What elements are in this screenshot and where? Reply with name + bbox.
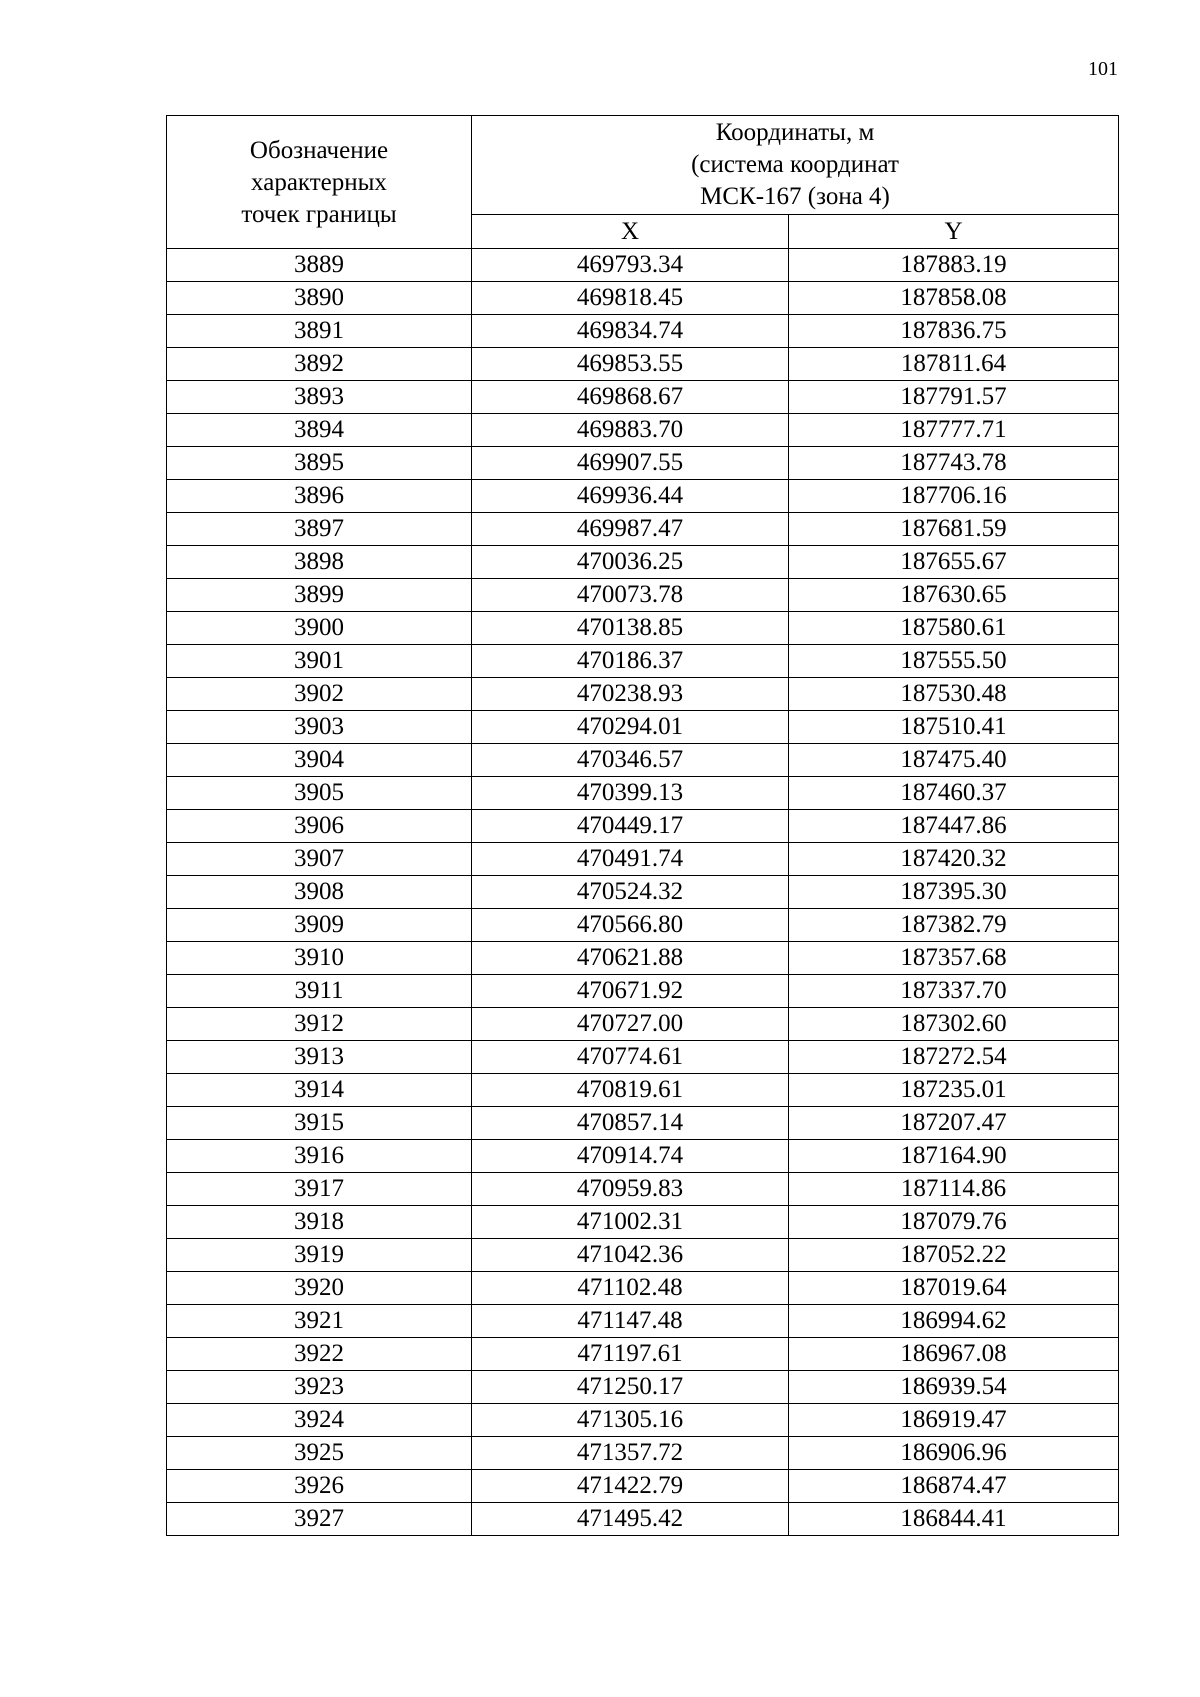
header-point-line-2: характерных [251,169,387,196]
y-coordinate-cell: 187357.68 [789,942,1119,975]
table-row [167,1107,1119,1140]
table-row [167,612,1119,645]
table-row [167,1272,1119,1305]
y-coordinate-cell: 187019.64 [789,1272,1119,1305]
header-coords-line-2: (система координат [691,151,899,179]
x-coordinate-cell: 470819.61 [472,1074,789,1107]
y-coordinate-cell: 187460.37 [789,777,1119,810]
table-row [167,1470,1119,1503]
header-point-designation [167,116,472,249]
y-coordinate-cell: 186906.96 [789,1437,1119,1470]
point-cell: 3905 [167,777,472,810]
table-header-row [167,116,1119,215]
table-row [167,975,1119,1008]
y-coordinate-cell: 187791.57 [789,381,1119,414]
table-row [167,942,1119,975]
x-coordinate-cell: 470073.78 [472,579,789,612]
x-coordinate-cell: 471197.61 [472,1338,789,1371]
x-coordinate-cell: 470399.13 [472,777,789,810]
x-coordinate-cell: 470671.92 [472,975,789,1008]
header-coords-line-3: МСК-167 (зона 4) [700,183,890,211]
y-coordinate-cell: 186939.54 [789,1371,1119,1404]
header-coords-line-1: Координаты, м [715,119,875,147]
y-coordinate-cell: 186919.47 [789,1404,1119,1437]
page-number: 101 [1088,58,1118,80]
point-cell: 3893 [167,381,472,414]
point-cell: 3906 [167,810,472,843]
point-cell: 3892 [167,348,472,381]
table-row [167,744,1119,777]
point-cell: 3898 [167,546,472,579]
y-coordinate-cell: 186967.08 [789,1338,1119,1371]
y-coordinate-cell: 187555.50 [789,645,1119,678]
x-coordinate-cell: 469834.74 [472,315,789,348]
point-cell: 3900 [167,612,472,645]
y-coordinate-cell: 187395.30 [789,876,1119,909]
x-coordinate-cell: 470294.01 [472,711,789,744]
y-coordinate-cell: 187836.75 [789,315,1119,348]
y-coordinate-cell: 187883.19 [789,249,1119,282]
y-coordinate-cell: 187337.70 [789,975,1119,1008]
point-cell: 3889 [167,249,472,282]
point-cell: 3918 [167,1206,472,1239]
table-row [167,1140,1119,1173]
y-coordinate-cell: 187052.22 [789,1239,1119,1272]
table-row [167,513,1119,546]
y-coordinate-cell: 186874.47 [789,1470,1119,1503]
point-cell: 3895 [167,447,472,480]
point-cell: 3902 [167,678,472,711]
x-coordinate-cell: 469883.70 [472,414,789,447]
x-coordinate-cell: 469936.44 [472,480,789,513]
y-coordinate-cell: 187114.86 [789,1173,1119,1206]
header-y: Y [789,215,1119,249]
table-row [167,546,1119,579]
point-cell: 3923 [167,1371,472,1404]
point-cell: 3911 [167,975,472,1008]
x-coordinate-cell: 469818.45 [472,282,789,315]
x-coordinate-cell: 471002.31 [472,1206,789,1239]
y-coordinate-cell: 187475.40 [789,744,1119,777]
table-row [167,1239,1119,1272]
table-row [167,1338,1119,1371]
x-coordinate-cell: 471042.36 [472,1239,789,1272]
x-coordinate-cell: 469907.55 [472,447,789,480]
point-cell: 3926 [167,1470,472,1503]
y-coordinate-cell: 186844.41 [789,1503,1119,1536]
x-coordinate-cell: 470491.74 [472,843,789,876]
y-coordinate-cell: 187382.79 [789,909,1119,942]
y-coordinate-cell: 187447.86 [789,810,1119,843]
table-row [167,777,1119,810]
x-coordinate-cell: 471147.48 [472,1305,789,1338]
point-cell: 3913 [167,1041,472,1074]
point-cell: 3927 [167,1503,472,1536]
x-coordinate-cell: 469868.67 [472,381,789,414]
y-coordinate-cell: 186994.62 [789,1305,1119,1338]
x-coordinate-cell: 471357.72 [472,1437,789,1470]
x-coordinate-cell: 471422.79 [472,1470,789,1503]
point-cell: 3908 [167,876,472,909]
x-coordinate-cell: 469853.55 [472,348,789,381]
y-coordinate-cell: 187530.48 [789,678,1119,711]
header-coordinates-group [472,116,1119,215]
x-coordinate-cell: 470566.80 [472,909,789,942]
y-coordinate-cell: 187681.59 [789,513,1119,546]
y-coordinate-cell: 187655.67 [789,546,1119,579]
point-cell: 3912 [167,1008,472,1041]
y-coordinate-cell: 187164.90 [789,1140,1119,1173]
table-row [167,480,1119,513]
table-row [167,645,1119,678]
table-row [167,1503,1119,1536]
point-cell: 3914 [167,1074,472,1107]
table-row [167,1404,1119,1437]
table-row [167,249,1119,282]
x-coordinate-cell: 470346.57 [472,744,789,777]
y-coordinate-cell: 187858.08 [789,282,1119,315]
table-row [167,1173,1119,1206]
point-cell: 3915 [167,1107,472,1140]
y-coordinate-cell: 187706.16 [789,480,1119,513]
table-row [167,1041,1119,1074]
point-cell: 3903 [167,711,472,744]
table-row [167,315,1119,348]
point-cell: 3894 [167,414,472,447]
y-coordinate-cell: 187580.61 [789,612,1119,645]
table-row [167,843,1119,876]
table-row [167,876,1119,909]
table-row [167,579,1119,612]
y-coordinate-cell: 187272.54 [789,1041,1119,1074]
table-body [167,249,1119,1536]
x-coordinate-cell: 470186.37 [472,645,789,678]
point-cell: 3921 [167,1305,472,1338]
point-cell: 3901 [167,645,472,678]
point-cell: 3920 [167,1272,472,1305]
header-point-line-3: точек границы [241,201,397,228]
x-coordinate-cell: 471250.17 [472,1371,789,1404]
table-row [167,1206,1119,1239]
x-coordinate-cell: 470727.00 [472,1008,789,1041]
y-coordinate-cell: 187510.41 [789,711,1119,744]
x-coordinate-cell: 470238.93 [472,678,789,711]
point-cell: 3919 [167,1239,472,1272]
coordinates-table [166,115,1119,1536]
x-coordinate-cell: 469987.47 [472,513,789,546]
point-cell: 3925 [167,1437,472,1470]
y-coordinate-cell: 187420.32 [789,843,1119,876]
point-cell: 3917 [167,1173,472,1206]
table-row [167,414,1119,447]
table-row [167,447,1119,480]
table-row [167,381,1119,414]
header-x: X [472,215,789,249]
table-row [167,1371,1119,1404]
point-cell: 3916 [167,1140,472,1173]
x-coordinate-cell: 470138.85 [472,612,789,645]
y-coordinate-cell: 187302.60 [789,1008,1119,1041]
table-row [167,1305,1119,1338]
point-cell: 3897 [167,513,472,546]
y-coordinate-cell: 187235.01 [789,1074,1119,1107]
table-row [167,1074,1119,1107]
point-cell: 3899 [167,579,472,612]
x-coordinate-cell: 470857.14 [472,1107,789,1140]
table-row [167,348,1119,381]
table-row [167,282,1119,315]
point-cell: 3907 [167,843,472,876]
x-coordinate-cell: 470036.25 [472,546,789,579]
y-coordinate-cell: 187777.71 [789,414,1119,447]
table-row [167,1437,1119,1470]
y-coordinate-cell: 187630.65 [789,579,1119,612]
point-cell: 3891 [167,315,472,348]
point-cell: 3922 [167,1338,472,1371]
x-coordinate-cell: 469793.34 [472,249,789,282]
y-coordinate-cell: 187811.64 [789,348,1119,381]
x-coordinate-cell: 470449.17 [472,810,789,843]
table-row [167,711,1119,744]
x-coordinate-cell: 471305.16 [472,1404,789,1437]
x-coordinate-cell: 471495.42 [472,1503,789,1536]
point-cell: 3904 [167,744,472,777]
header-point-line-1: Обозначение [249,137,389,164]
point-cell: 3896 [167,480,472,513]
point-cell: 3924 [167,1404,472,1437]
point-cell: 3909 [167,909,472,942]
x-coordinate-cell: 470914.74 [472,1140,789,1173]
table-row [167,1008,1119,1041]
x-coordinate-cell: 470959.83 [472,1173,789,1206]
x-coordinate-cell: 470621.88 [472,942,789,975]
x-coordinate-cell: 470774.61 [472,1041,789,1074]
y-coordinate-cell: 187207.47 [789,1107,1119,1140]
y-coordinate-cell: 187743.78 [789,447,1119,480]
point-cell: 3890 [167,282,472,315]
x-coordinate-cell: 471102.48 [472,1272,789,1305]
point-cell: 3910 [167,942,472,975]
table-row [167,810,1119,843]
x-coordinate-cell: 470524.32 [472,876,789,909]
y-coordinate-cell: 187079.76 [789,1206,1119,1239]
table-row [167,678,1119,711]
table-row [167,909,1119,942]
